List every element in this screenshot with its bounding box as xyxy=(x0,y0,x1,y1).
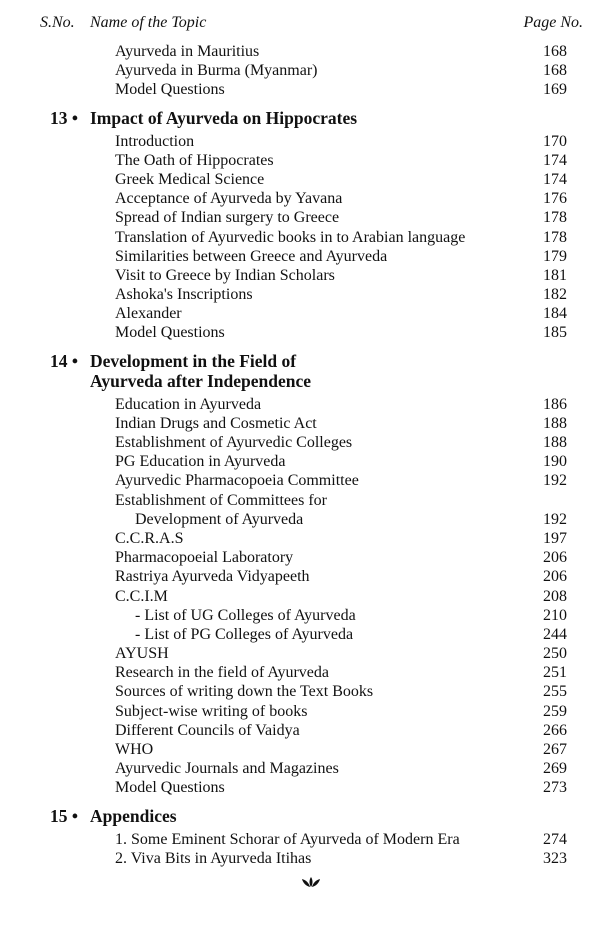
chapter-heading xyxy=(0,806,600,826)
toc-entry-title: Ayurveda in Mauritius xyxy=(115,43,260,60)
toc-entry-title: Similarities between Greece and Ayurveda xyxy=(115,247,388,265)
toc-entry-title: 1. Some Eminent Schorar of Ayurveda of Modern Era xyxy=(115,830,460,848)
toc-entry xyxy=(0,778,600,797)
toc-entry xyxy=(0,80,600,99)
toc-entry-title: Establishment of Ayurvedic Colleges xyxy=(115,434,353,451)
toc-entry-page: 273 xyxy=(543,779,567,797)
toc-entry-title: WHO xyxy=(115,741,154,758)
toc-entry-page: 168 xyxy=(543,43,567,60)
toc-entry-page: 267 xyxy=(543,741,567,758)
toc-entry xyxy=(0,452,600,471)
chapter-title-line: Appendices xyxy=(90,805,177,826)
column-header-topic: Name of the Topic xyxy=(90,14,207,31)
toc-entry-page: 323 xyxy=(543,849,567,867)
toc-entry xyxy=(0,132,600,151)
toc-entry-title: Model Questions xyxy=(115,779,225,797)
toc-entry xyxy=(0,682,600,701)
toc-entry-page: 178 xyxy=(543,228,567,246)
toc-entry-title: Education in Ayurveda xyxy=(115,395,262,413)
toc-entry xyxy=(0,228,600,247)
toc-entry-title: Spread of Indian surgery to Greece xyxy=(115,209,340,227)
toc-entry xyxy=(0,42,600,61)
toc-entry-page: 210 xyxy=(543,606,567,624)
toc-entry-page: 170 xyxy=(543,132,567,150)
toc-entry xyxy=(0,61,600,80)
toc-entry xyxy=(0,414,600,433)
chapter-title-line: Development in the Field of xyxy=(90,350,297,371)
toc-entry-title: C.C.R.A.S xyxy=(115,529,184,547)
toc-entry-title: Greek Medical Science xyxy=(115,170,265,188)
toc-entry xyxy=(0,208,600,227)
toc-entry-title: Research in the field of Ayurveda xyxy=(115,664,330,682)
toc-entry-page: 174 xyxy=(543,151,567,169)
toc-entry xyxy=(0,510,600,529)
toc-entry-page: 255 xyxy=(543,683,567,701)
chapter-title xyxy=(90,108,357,128)
toc-entry-title: Introduction xyxy=(115,132,195,150)
toc-entry-page: 174 xyxy=(543,170,567,188)
toc-entry-title: Rastriya Ayurveda Vidyapeeth xyxy=(115,568,310,586)
toc-entry xyxy=(0,285,600,304)
toc-entry xyxy=(0,849,600,868)
toc-entry-title: AYUSH xyxy=(115,645,169,663)
column-header-sno: S.No. xyxy=(40,14,75,31)
chapter-number: 14 • xyxy=(50,350,79,371)
toc-entry-page: 186 xyxy=(543,395,567,413)
toc-entry-title: Model Questions xyxy=(115,81,225,99)
toc-entry-page: 185 xyxy=(543,324,567,342)
toc-entry-page: 176 xyxy=(543,190,567,208)
toc-entry-title: Ayurveda in Burma (Myanmar) xyxy=(115,62,318,80)
toc-entry xyxy=(0,304,600,323)
chapter-heading xyxy=(0,351,600,391)
toc-entry-title: Ashoka's Inscriptions xyxy=(115,286,253,304)
toc-entry-page: 274 xyxy=(543,830,567,848)
flower-ornament-icon xyxy=(300,876,322,888)
toc-entry-title: C.C.I.M xyxy=(115,587,168,605)
toc-entry xyxy=(0,830,600,849)
toc-entry-page: 250 xyxy=(543,645,567,663)
toc-entry-title: - List of UG Colleges of Ayurveda xyxy=(135,606,356,624)
toc-entry-title: Pharmacopoeial Laboratory xyxy=(115,549,294,567)
toc-entry-title: Alexander xyxy=(115,305,182,323)
toc-entry xyxy=(0,529,600,548)
toc-entry-title: Model Questions xyxy=(115,324,225,342)
toc-entry-page: 179 xyxy=(543,247,567,265)
toc-entry-page: 197 xyxy=(543,529,567,547)
toc-header xyxy=(40,14,583,38)
toc-entry xyxy=(0,433,600,452)
toc-entry xyxy=(0,323,600,342)
toc-entry xyxy=(0,759,600,778)
toc-entry xyxy=(0,151,600,170)
chapter-title-line: Impact of Ayurveda on Hippocrates xyxy=(90,107,358,128)
toc-entry xyxy=(0,548,600,567)
toc-entry-page: 181 xyxy=(543,266,567,284)
toc-entry xyxy=(0,170,600,189)
toc-entry-page: 169 xyxy=(543,81,567,99)
toc-entry-page: 184 xyxy=(543,305,567,323)
toc-entry xyxy=(0,247,600,266)
toc-entry-page: 266 xyxy=(543,721,567,739)
toc-entry-title: Visit to Greece by Indian Scholars xyxy=(115,266,335,284)
toc-entry-title: Sources of writing down the Text Books xyxy=(115,683,374,701)
toc-entry xyxy=(0,644,600,663)
toc-entry-title: Ayurvedic Journals and Magazines xyxy=(115,760,339,778)
toc-entry xyxy=(0,721,600,740)
chapter-title-line: Ayurveda after Independence xyxy=(90,370,312,391)
toc-entry xyxy=(0,266,600,285)
table-of-contents xyxy=(0,42,600,868)
toc-entry-title: PG Education in Ayurveda xyxy=(115,453,286,471)
toc-entry-page: 269 xyxy=(543,760,567,778)
toc-entry-title: Different Councils of Vaidya xyxy=(115,721,300,739)
toc-entry-page: 251 xyxy=(543,664,567,682)
toc-entry-page: 206 xyxy=(543,568,567,586)
column-header-page: Page No. xyxy=(523,14,583,31)
toc-entry-page: 206 xyxy=(543,549,567,567)
toc-entry-title: 2. Viva Bits in Ayurveda Itihas xyxy=(115,849,312,867)
toc-entry-page: 192 xyxy=(543,510,567,528)
chapter-number: 15 • xyxy=(50,805,79,826)
toc-entry xyxy=(0,740,600,759)
toc-entry-page: 188 xyxy=(543,414,567,432)
toc-entry-page: 192 xyxy=(543,472,567,490)
toc-entry xyxy=(0,702,600,721)
toc-entry xyxy=(0,625,600,644)
toc-entry-page: 190 xyxy=(543,453,567,471)
toc-entry-page: 168 xyxy=(543,62,567,80)
toc-entry xyxy=(0,587,600,606)
toc-entry-title: Subject-wise writing of books xyxy=(115,702,308,720)
toc-entry-title: Ayurvedic Pharmacopoeia Committee xyxy=(115,472,359,490)
toc-entry-page: 244 xyxy=(543,625,567,643)
toc-entry-page: 208 xyxy=(543,587,567,605)
toc-entry-page: 182 xyxy=(543,286,567,304)
toc-entry-title: Establishment of Committees for xyxy=(115,491,327,509)
toc-entry-title: Acceptance of Ayurveda by Yavana xyxy=(115,190,343,208)
toc-entry-page: 188 xyxy=(543,434,567,451)
toc-entry xyxy=(0,491,600,510)
toc-entry-title: Indian Drugs and Cosmetic Act xyxy=(115,414,317,432)
toc-entry xyxy=(0,663,600,682)
toc-entry xyxy=(0,606,600,625)
chapter-heading xyxy=(0,108,600,128)
toc-entry-title: - List of PG Colleges of Ayurveda xyxy=(135,625,354,643)
toc-entry-title: Translation of Ayurvedic books in to Arabian language xyxy=(115,228,466,246)
chapter-number: 13 • xyxy=(50,107,79,128)
chapter-title xyxy=(90,806,177,826)
toc-entry xyxy=(0,567,600,586)
toc-entry-page: 259 xyxy=(543,702,567,720)
toc-entry xyxy=(0,395,600,414)
toc-entry xyxy=(0,471,600,490)
toc-entry xyxy=(0,189,600,208)
toc-entry-page: 178 xyxy=(543,209,567,227)
chapter-title xyxy=(90,351,311,391)
toc-entry-title: The Oath of Hippocrates xyxy=(115,151,274,169)
toc-entry-title: Development of Ayurveda xyxy=(135,510,304,528)
